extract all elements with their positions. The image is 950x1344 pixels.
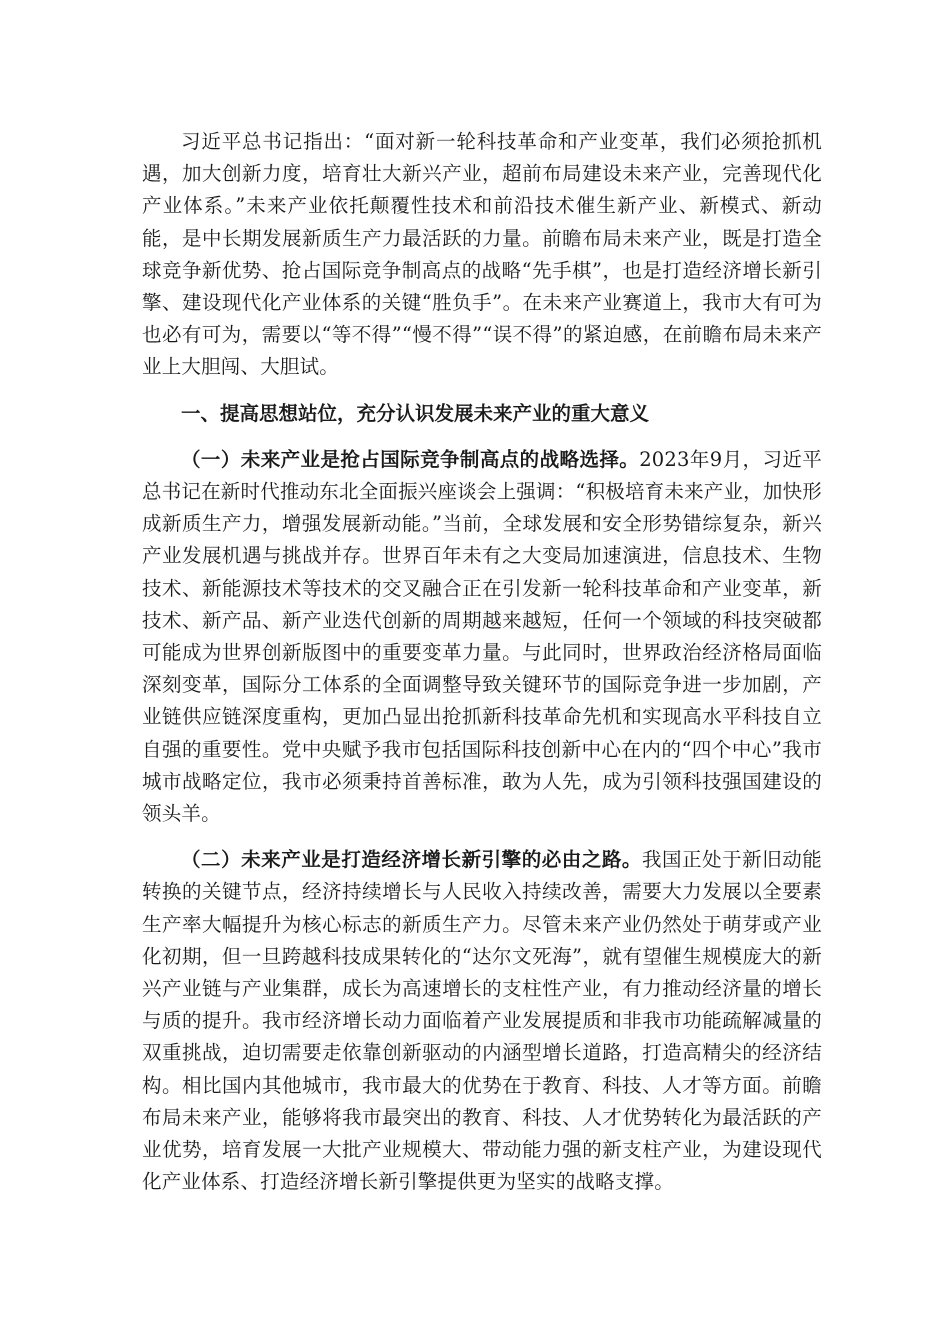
section-heading: 一、提高思想站位，充分认识发展未来产业的重大意义 — [181, 401, 650, 425]
subsection-2-lead: （二）未来产业是打造经济增长新引擎的必由之路。 — [181, 848, 642, 872]
intro-paragraph: 习近平总书记指出：“面对新一轮科技革命和产业变革，我们必须抢抓机遇，加大创新力度，培育壮大新兴产业，超前布局建设未来产业，完善现代化产业体系。”未来产业依托颠覆性技术和前沿技术催生新产业、新模式、新动能，是中长期发展新质生产力最活跃的力量。前瞻布局未来产业，既是打造全球竞争新优势、抢占国际竞争制高点的战略“先手棋”，也是打造经济增长新引擎、建设现代化产业体系的关键“胜负手”。在未来产业赛道上，我市大有可为也必有可为，需要以“等不得”“慢不得”“误不得”的紧迫感，在前瞻布局未来产业上大胆闯、大胆试。 — [142, 130, 822, 379]
subsection-2-paragraph — [142, 844, 822, 1198]
document-page — [142, 126, 822, 1199]
subsection-1-body: 2023年9月，习近平总书记在新时代推动东北全面振兴座谈会上强调：“积极培育未来产业，加快形成新质生产力，增强发展新动能。”当前，全球发展和安全形势错综复杂，新兴产业发展机遇与挑战并存。世界百年未有之大变局加速演进，信息技术、生物技术、新能源技术等技术的交叉融合正在引发新一轮科技革命和产业变革，新技术、新产品、新产业迭代创新的周期越来越短，任何一个领域的科技突破都可能成为世界创新版图中的重要变革力量。与此同时，世界政治经济格局面临深刻变革，国际分工体系的全面调整导致关键环节的国际竞争进一步加剧，产业链供应链深度重构，更加凸显出抢抓新科技革命先机和实现高水平科技自立自强的重要性。党中央赋予我市包括国际科技创新中心在内的“四个中心”我市城市战略定位，我市必须秉持首善标准，敢为人先，成为引领科技强国建设的领头羊。 — [142, 447, 822, 826]
subsection-1-paragraph — [142, 444, 822, 830]
subsection-1-lead: （一）未来产业是抢占国际竞争制高点的战略选择。 — [181, 447, 640, 471]
subsection-2-body: 我国正处于新旧动能转换的关键节点，经济持续增长与人民收入持续改善，需要大力发展以全要素生产率大幅提升为核心标志的新质生产力。尽管未来产业仍然处于萌芽或产业化初期，但一旦跨越科技成果转化的“达尔文死海”，就有望催生规模庞大的新兴产业链与产业集群，成长为高速增长的支柱性产业，有力推动经济量的增长与质的提升。我市经济增长动力面临着产业发展提质和非我市功能疏解减量的双重挑战，迫切需要走依靠创新驱动的内涵型增长道路，打造高精尖的经济结构。相比国内其他城市，我市最大的优势在于教育、科技、人才等方面。前瞻布局未来产业，能够将我市最突出的教育、科技、人才优势转化为最活跃的产业优势，培育发展一大批产业规模大、带动能力强的新支柱产业，为建设现代化产业体系、打造经济增长新引擎提供更为坚实的战略支撑。 — [142, 848, 822, 1194]
